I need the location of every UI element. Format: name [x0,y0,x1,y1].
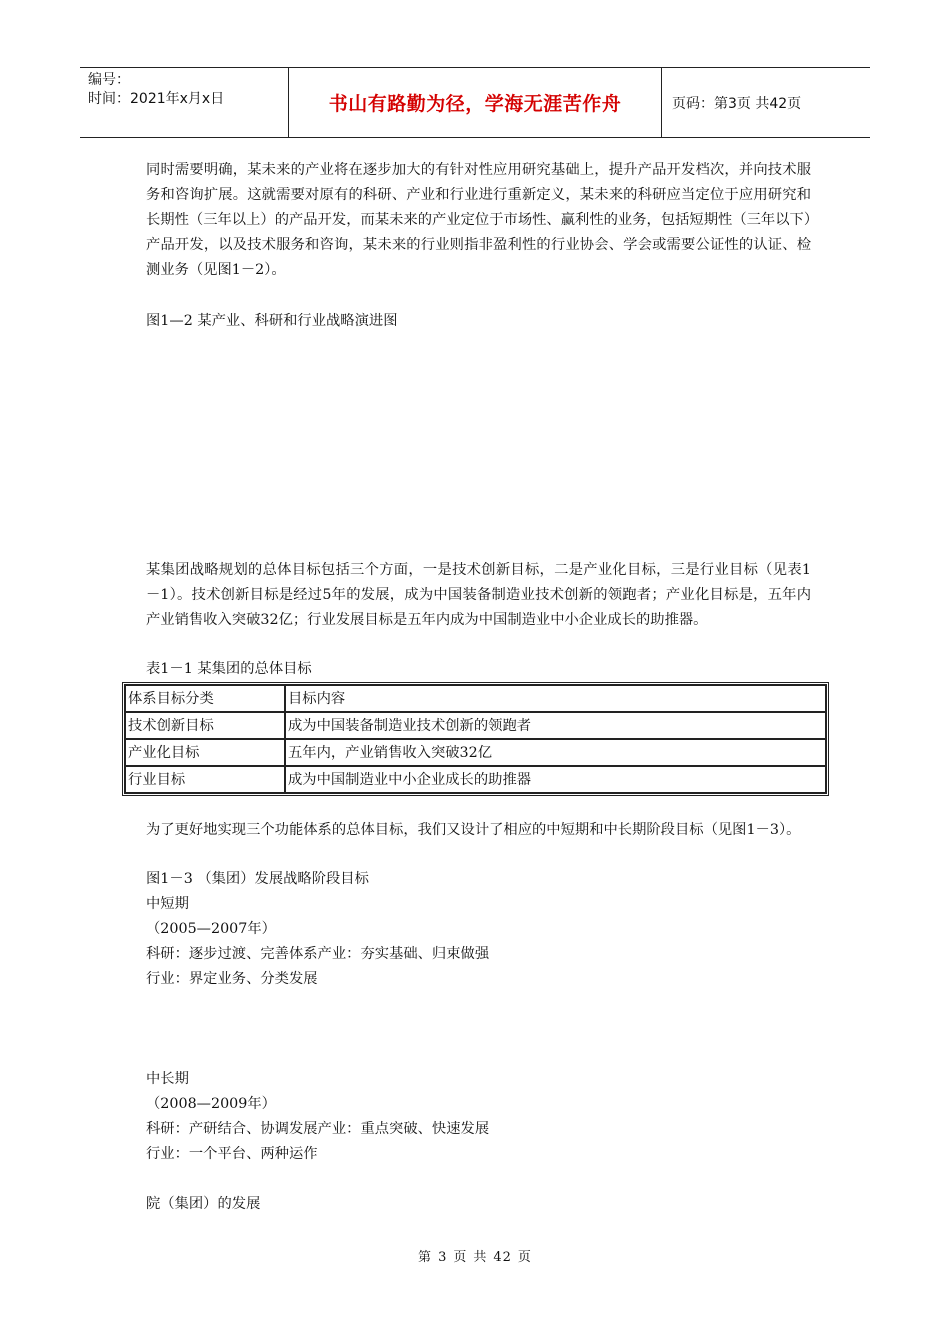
table-cell: 五年内，产业销售收入突破32亿 [285,739,826,766]
long-term-research: 科研：产研结合、协调发展产业：重点突破、快速发展 [146,1121,490,1137]
table-row [125,739,826,766]
paragraph-2: 某集团战略规划的总体目标包括三个方面，一是技术创新目标，二是产业化目标，三是行业目标（见表1－1）。技术创新目标是经过5年的发展，成为中国装备制造业技术创新的领跑者；产业化目标是，五年内产业销售收入突破32亿；行业发展目标是五年内成为中国制造业中小企业成长的助推器。 [146,562,811,628]
header-meta [80,68,289,137]
header-motto: 书山有路勤为径，学海无涯苦作舟 [289,68,662,137]
table-cell: 成为中国制造业中小企业成长的助推器 [285,766,826,793]
table-header-row [125,685,826,712]
footer-current-page: 3 [438,1250,448,1265]
figure-1-2-caption: 图1—2 某产业、科研和行业战略演进图 [146,313,398,329]
page-footer [0,1246,950,1265]
page-header [80,67,870,138]
table-header-cell: 体系目标分类 [125,685,285,712]
paragraph-1: 同时需要明确，某未来的产业将在逐步加大的有针对性应用研究基础上，提升产品开发档次，并向技术服务和咨询扩展。这就需要对原有的科研、产业和行业进行重新定义，某未来的科研应当定位于应用研究和长期性（三年以上）的产品开发，而某未来的产业定位于市场性、赢利性的业务，包括短期性（三年以下）产品开发，以及技术服务和咨询，某未来的行业则指非盈利性的行业协会、学会或需要公证性的认证、检测业务（见图1－2）。 [146,162,811,278]
footer-total-word: 共 [473,1250,488,1265]
long-term-years: （2008—2009年） [146,1096,276,1112]
table-cell: 技术创新目标 [125,712,285,739]
table-cell: 成为中国装备制造业技术创新的领跑者 [285,712,826,739]
short-term-research: 科研：逐步过渡、完善体系产业：夯实基础、归束做强 [146,946,490,962]
short-term-title: 中短期 [146,896,189,912]
table-cell: 产业化目标 [125,739,285,766]
table-row [125,766,826,793]
goals-table [122,682,829,796]
long-term-industry: 行业：一个平台、两种运作 [146,1146,318,1162]
table-cell: 行业目标 [125,766,285,793]
table-1-1-caption: 表1－1 某集团的总体目标 [146,661,312,677]
footer-page-unit: 页 [453,1250,468,1265]
closing-line: 院（集团）的发展 [146,1196,261,1212]
number-label: 编号： [88,72,130,88]
long-term-title: 中长期 [146,1071,189,1087]
table-row [125,712,826,739]
paragraph-3: 为了更好地实现三个功能体系的总体目标，我们又设计了相应的中短期和中长期阶段目标（见图1－3）。 [146,822,801,838]
footer-total-unit: 页 [517,1250,532,1265]
footer-total-pages: 42 [493,1250,512,1265]
footer-page-word: 第 [418,1250,433,1265]
figure-1-3-caption: 图1－3 （集团）发展战略阶段目标 [146,871,369,887]
header-page-label: 页码：第3页 共42页 [672,95,802,112]
short-term-industry: 行业：界定业务、分类发展 [146,971,318,987]
short-term-years: （2005—2007年） [146,921,276,937]
table-header-cell: 目标内容 [285,685,826,712]
date-label: 时间：2021年x月x日 [88,91,225,107]
